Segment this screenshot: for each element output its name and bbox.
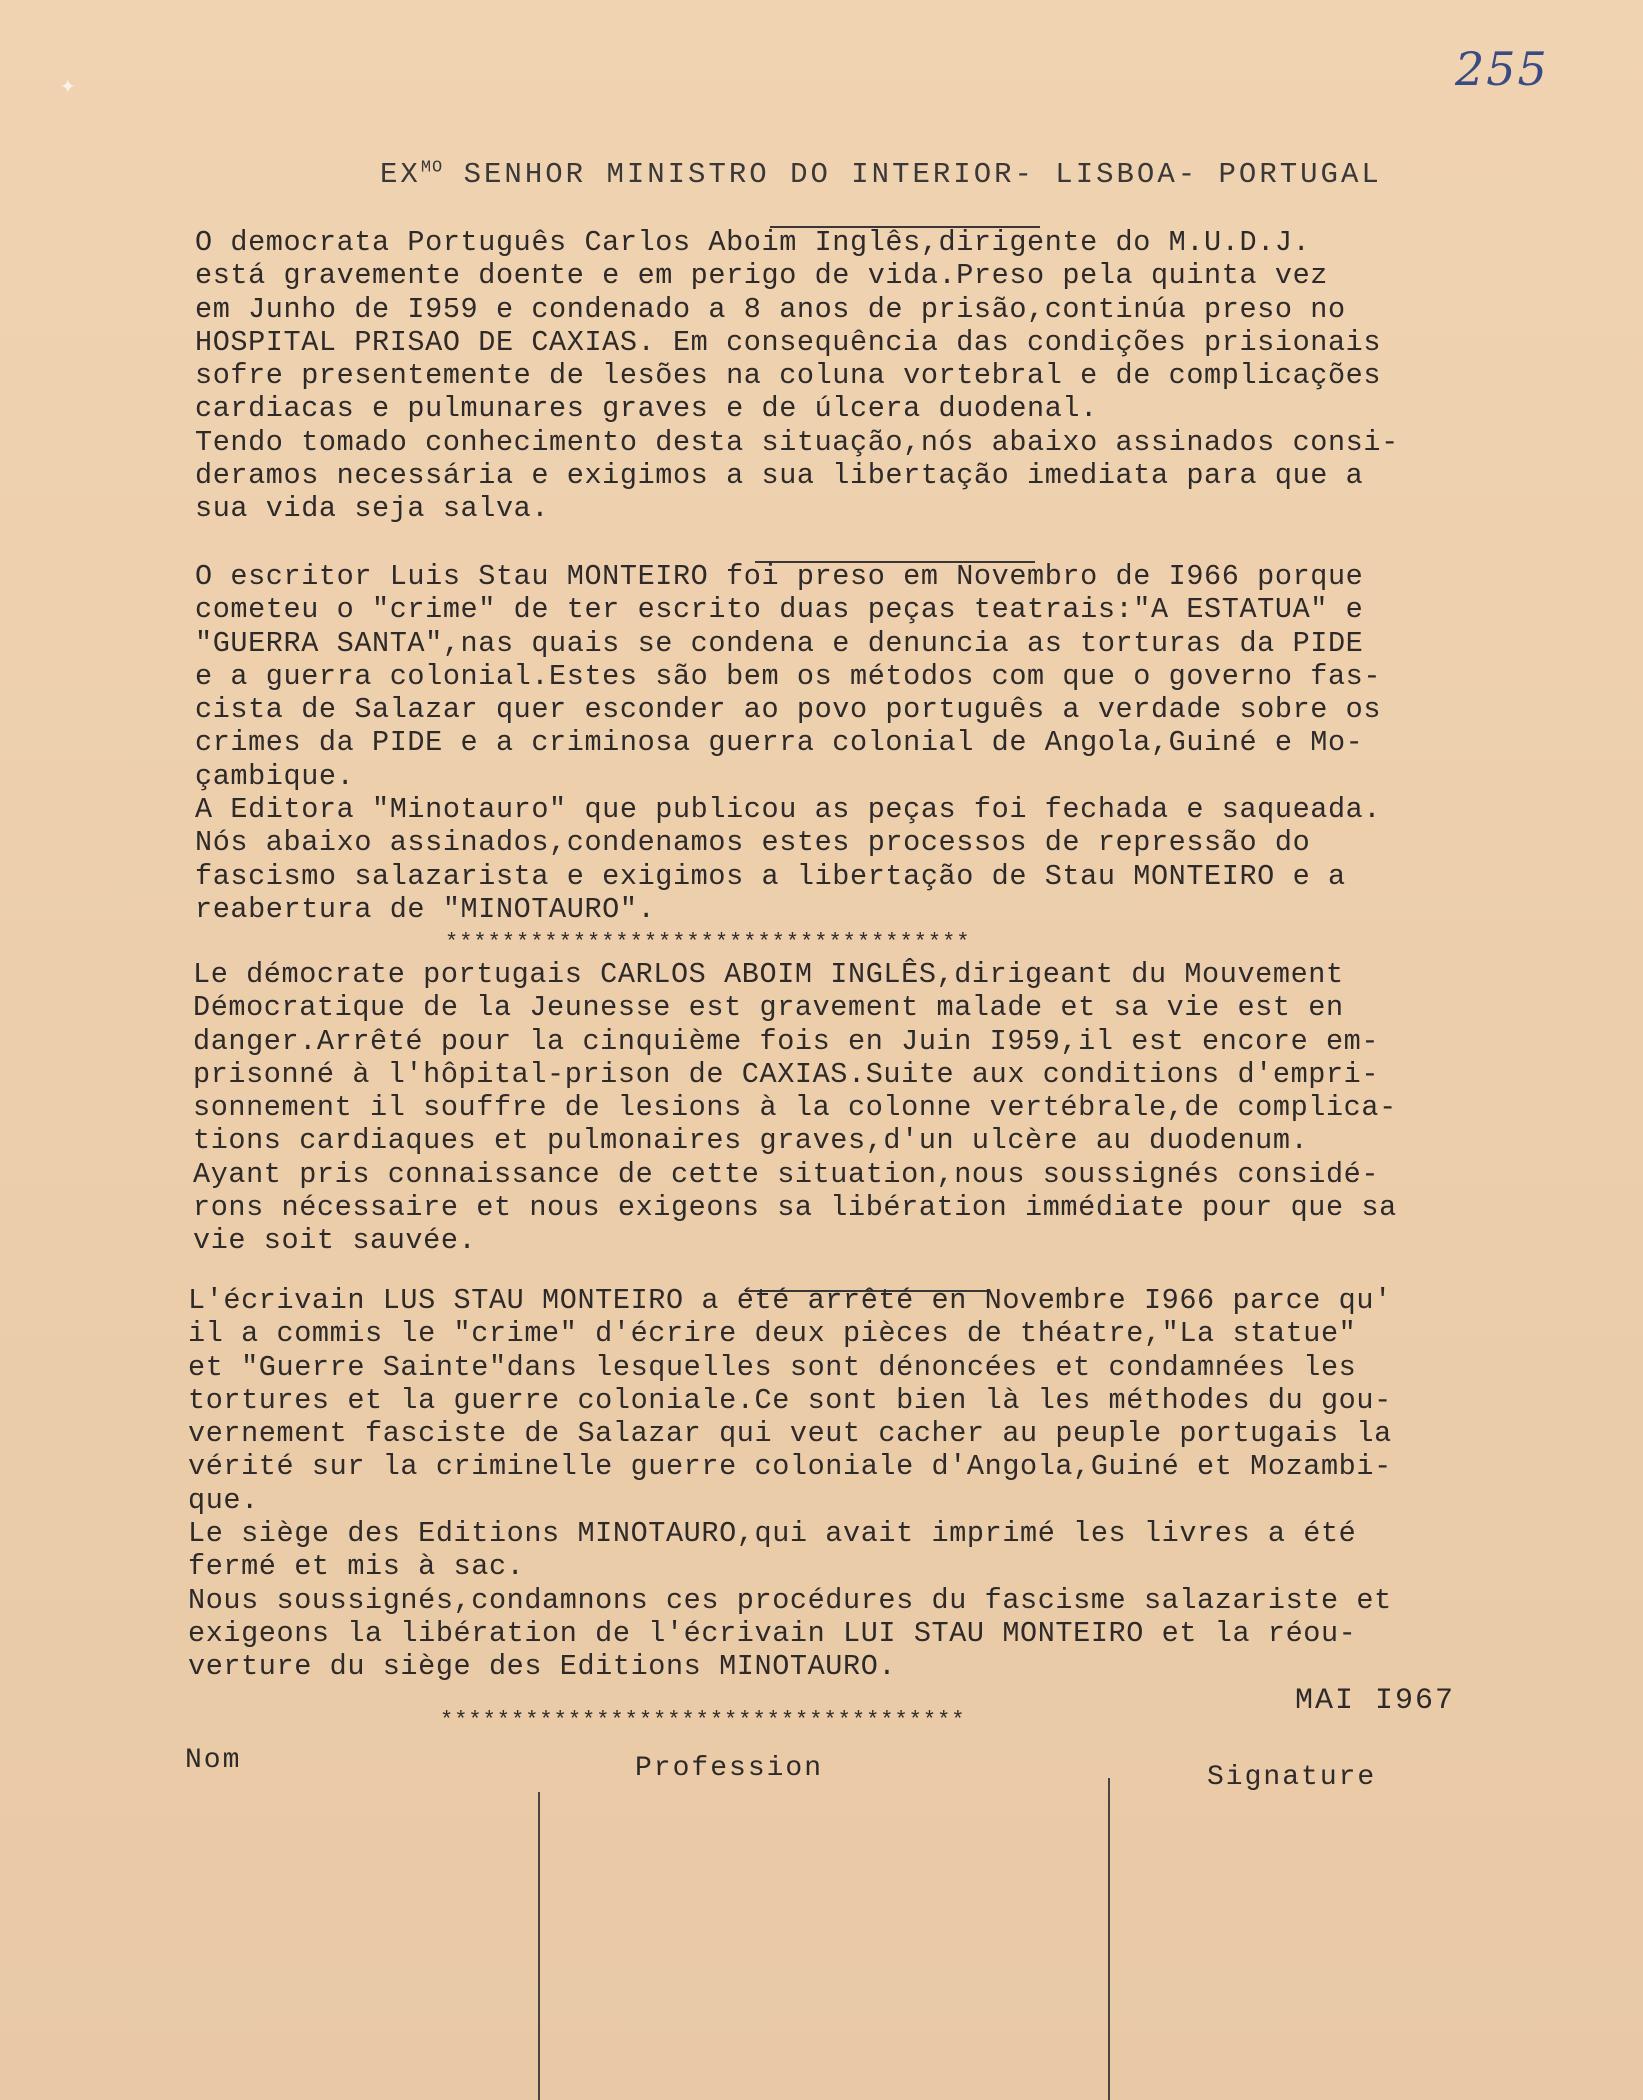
text-line: A Editora "Minotauro" que publicou as peças foi fechada e saqueada. bbox=[195, 793, 1382, 827]
column-divider bbox=[1108, 1778, 1110, 2100]
header-superscript: MO bbox=[420, 158, 444, 178]
text-line: Nous soussignés,condamnons ces procédures du fascisme salazariste et bbox=[188, 1583, 1392, 1617]
text-line: vie soit sauvée. bbox=[193, 1224, 477, 1258]
separator-stars: ************************************* bbox=[445, 930, 971, 955]
text-line: cardiacas e pulmunares graves e de úlcera duodenal. bbox=[195, 392, 1098, 426]
text-line: exigeons la libération de l'écrivain LUI STAU MONTEIRO et la réou- bbox=[188, 1616, 1357, 1650]
text-line: Le siège des Editions MINOTAURO,qui avait imprimé les livres a été bbox=[188, 1517, 1357, 1551]
text-line: verture du siège des Editions MINOTAURO. bbox=[188, 1650, 897, 1684]
text-line: Nós abaixo assinados,condenamos estes processos de repressão do bbox=[195, 826, 1311, 860]
paragraph-fr-1 bbox=[193, 958, 1588, 1258]
text-line: tortures et la guerre coloniale.Ce sont bien là les méthodes du gou- bbox=[188, 1383, 1392, 1417]
text-line: fascismo salazarista e exigimos a libertação de Stau MONTEIRO e a bbox=[195, 859, 1346, 893]
text-line: "GUERRA SANTA",nas quais se condena e denuncia as torturas da PIDE bbox=[195, 626, 1364, 660]
text-line: crimes da PIDE e a criminosa guerra colonial de Angola,Guiné e Mo- bbox=[195, 726, 1364, 760]
text-line: Tendo tomado conhecimento desta situação,nós abaixo assinados consi- bbox=[195, 425, 1399, 459]
text-line: rons nécessaire et nous exigeons sa libération immédiate pour que sa bbox=[193, 1191, 1397, 1225]
text-line: danger.Arrêté pour la cinquième fois en Juin I959,il est encore em- bbox=[193, 1024, 1380, 1058]
text-line: çambique. bbox=[195, 759, 355, 793]
text-line: Démocratique de la Jeunesse est gravement malade et sa vie est en bbox=[193, 991, 1344, 1025]
column-name-label: Nom bbox=[185, 1745, 242, 1776]
text-line: sua vida seja salva. bbox=[195, 492, 550, 526]
header-prefix: EX bbox=[380, 158, 421, 191]
separator-stars: ************************************* bbox=[440, 1708, 966, 1733]
date-stamp: MAI I967 bbox=[1295, 1684, 1456, 1718]
archive-number: 255 bbox=[1455, 42, 1549, 96]
paper-stain: ✦ bbox=[60, 71, 76, 101]
text-line: fermé et mis à sac. bbox=[188, 1550, 525, 1584]
text-line: e a guerra colonial.Estes são bem os métodos com que o governo fas- bbox=[195, 659, 1382, 693]
text-line: deramos necessária e exigimos a sua libertação imediata para que a bbox=[195, 459, 1364, 493]
text-line: vernement fasciste de Salazar qui veut cacher au peuple portugais la bbox=[188, 1417, 1392, 1451]
header-text: SENHOR MINISTRO DO INTERIOR- LISBOA- PORTUGAL bbox=[443, 158, 1382, 191]
text-line: em Junho de I959 e condenado a 8 anos de prisão,continúa preso no bbox=[195, 292, 1346, 326]
text-line: O democrata Português Carlos Aboim Inglês,dirigente do M.U.D.J. bbox=[195, 226, 1311, 259]
text-line: sofre presentemente de lesões na coluna vortebral e de complicações bbox=[195, 359, 1382, 393]
text-line: está gravemente doente e em perigo de vida.Preso pela quinta vez bbox=[195, 259, 1328, 293]
text-line: vérité sur la criminelle guerre coloniale d'Angola,Guiné et Mozambi- bbox=[188, 1450, 1392, 1484]
text-line: Ayant pris connaissance de cette situation,nous soussignés considé- bbox=[193, 1157, 1380, 1191]
text-line: cista de Salazar quer esconder ao povo português a verdade sobre os bbox=[195, 693, 1382, 727]
paragraph-fr-2 bbox=[188, 1284, 1583, 1684]
text-line: prisonné à l'hôpital-prison de CAXIAS.Suite aux conditions d'empri- bbox=[193, 1057, 1380, 1091]
text-line: que. bbox=[188, 1483, 259, 1517]
text-line: L'écrivain LUS STAU MONTEIRO a été arrêté en Novembre I966 parce qu' bbox=[188, 1284, 1392, 1317]
text-line: reabertura de "MINOTAURO". bbox=[195, 892, 656, 926]
paragraph-pt-1 bbox=[195, 226, 1590, 526]
column-divider bbox=[538, 1792, 540, 2100]
text-line: HOSPITAL PRISAO DE CAXIAS. Em consequência das condições prisionais bbox=[195, 325, 1382, 359]
column-signature-label: Signature bbox=[1207, 1762, 1377, 1793]
text-line: Le démocrate portugais CARLOS ABOIM INGLÊS,dirigeant du Mouvement bbox=[193, 958, 1344, 991]
paragraph-pt-2 bbox=[195, 560, 1590, 926]
text-line: et "Guerre Sainte"dans lesquelles sont dénoncées et condamnées les bbox=[188, 1350, 1357, 1384]
letter-header bbox=[380, 158, 1440, 191]
text-line: tions cardiaques et pulmonaires graves,d'un ulcère au duodenum. bbox=[193, 1124, 1309, 1158]
text-line: sonnement il souffre de lesions à la colonne vertébrale,de complica- bbox=[193, 1091, 1397, 1125]
text-line: cometeu o "crime" de ter escrito duas peças teatrais:"A ESTATUA" e bbox=[195, 593, 1364, 627]
column-profession-label: Profession bbox=[635, 1753, 824, 1784]
text-line: O escritor Luis Stau MONTEIRO foi preso em Novembro de I966 porque bbox=[195, 560, 1364, 593]
text-line: il a commis le "crime" d'écrire deux pièces de théatre,"La statue" bbox=[188, 1317, 1357, 1351]
